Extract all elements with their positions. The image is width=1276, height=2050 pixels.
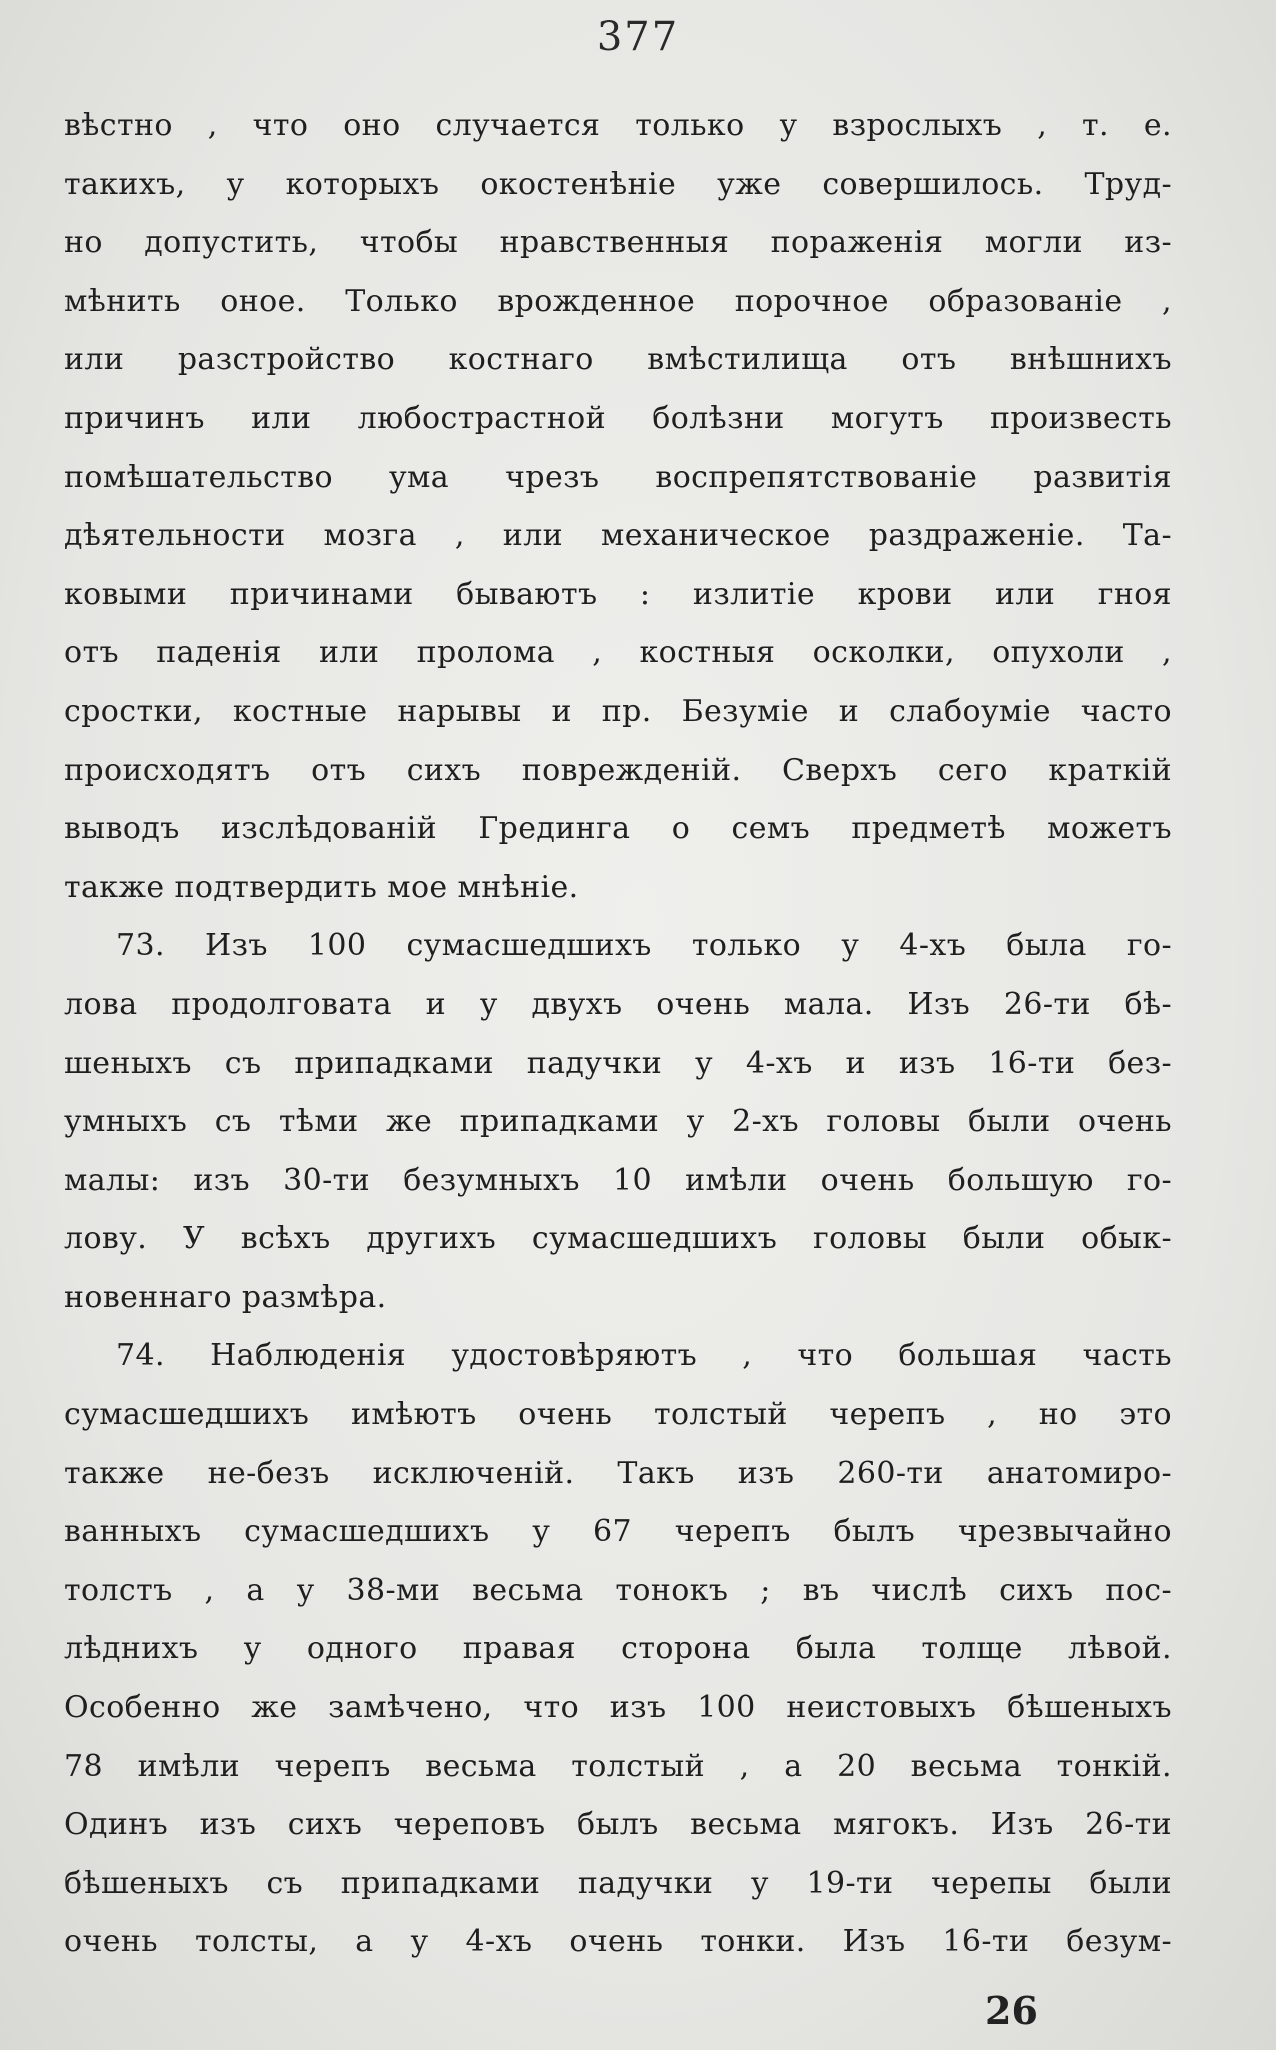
text-line: Особенно же замѣчено, что изъ 100 неистовыхъ бѣшеныхъ (64, 1690, 1172, 1726)
text-line: толстъ , а у 38-ми весьма тонокъ ; въ числѣ сихъ пос- (64, 1572, 1172, 1608)
text-line: сростки, костные нарывы и пр. Безуміе и слабоуміе часто (64, 693, 1172, 729)
text-line: лѣднихъ у одного правая сторона была толще лѣвой. (64, 1631, 1172, 1667)
text-line: лову. У всѣхъ другихъ сумасшедшихъ головы были обык- (64, 1221, 1172, 1257)
signature-mark: 26 (985, 1988, 1038, 2033)
text-line: лова продолговата и у двухъ очень мала. Изъ 26-ти бѣ- (64, 986, 1172, 1022)
text-line: дѣятельности мозга , или механическое раздраженіе. Та- (64, 518, 1172, 554)
text-line: шеныхъ съ припадками падучки у 4-хъ и изъ 16-ти без- (64, 1045, 1172, 1081)
paragraph-73-start: 73. Изъ 100 сумасшедшихъ только у 4-хъ была го- (116, 928, 1172, 964)
body-text (64, 97, 1172, 1972)
text-line: 78 имѣли черепъ весьма толстый , а 20 весьма тонкій. (64, 1748, 1172, 1784)
page-number: 377 (596, 14, 680, 60)
text-line: ванныхъ сумасшедшихъ у 67 черепъ былъ чрезвычайно (64, 1514, 1172, 1550)
paragraph-74-start: 74. Наблюденія удостовѣряютъ , что большая часть (116, 1338, 1172, 1374)
text-line: Одинъ изъ сихъ череповъ былъ весьма мягокъ. Изъ 26-ти (64, 1807, 1172, 1843)
text-line: помѣшательство ума чрезъ воспрепятствованіе развитія (64, 459, 1172, 495)
text-line: причинъ или любострастной болѣзни могутъ произвесть (64, 400, 1172, 436)
text-line: также подтвердить мое мнѣніе. (64, 869, 579, 905)
text-line: сумасшедшихъ имѣютъ очень толстый черепъ , но это (64, 1397, 1172, 1433)
text-line: но допустить, чтобы нравственныя пораженія могли из- (64, 225, 1172, 261)
text-line: такихъ, у которыхъ окостенѣніе уже совершилось. Труд- (64, 166, 1172, 202)
text-line: умныхъ съ тѣми же припадками у 2-хъ головы были очень (64, 1104, 1172, 1140)
text-line: также не-безъ исключеній. Такъ изъ 260-ти анатомиро- (64, 1455, 1172, 1491)
text-line: выводъ изслѣдованій Грединга о семъ предметѣ можетъ (64, 811, 1172, 847)
text-line: или разстройство костнаго вмѣстилища отъ внѣшнихъ (64, 342, 1172, 378)
text-line: отъ паденія или пролома , костныя осколки, опухоли , (64, 635, 1172, 671)
text-line: мѣнить оное. Только врожденное порочное образованіе , (64, 283, 1172, 319)
text-line: вѣстно , что оно случается только у взрослыхъ , т. е. (64, 108, 1172, 143)
text-line: малы: изъ 30-ти безумныхъ 10 имѣли очень большую го- (64, 1162, 1172, 1198)
text-line: бѣшеныхъ съ припадками падучки у 19-ти черепы были (64, 1865, 1172, 1901)
text-line: новеннаго размѣра. (64, 1279, 387, 1315)
text-line: ковыми причинами бываютъ : излитіе крови или гноя (64, 576, 1172, 612)
text-line: очень толсты, а у 4-хъ очень тонки. Изъ 16-ти безум- (64, 1924, 1172, 1960)
text-line: происходятъ отъ сихъ поврежденій. Сверхъ сего краткій (64, 752, 1172, 788)
